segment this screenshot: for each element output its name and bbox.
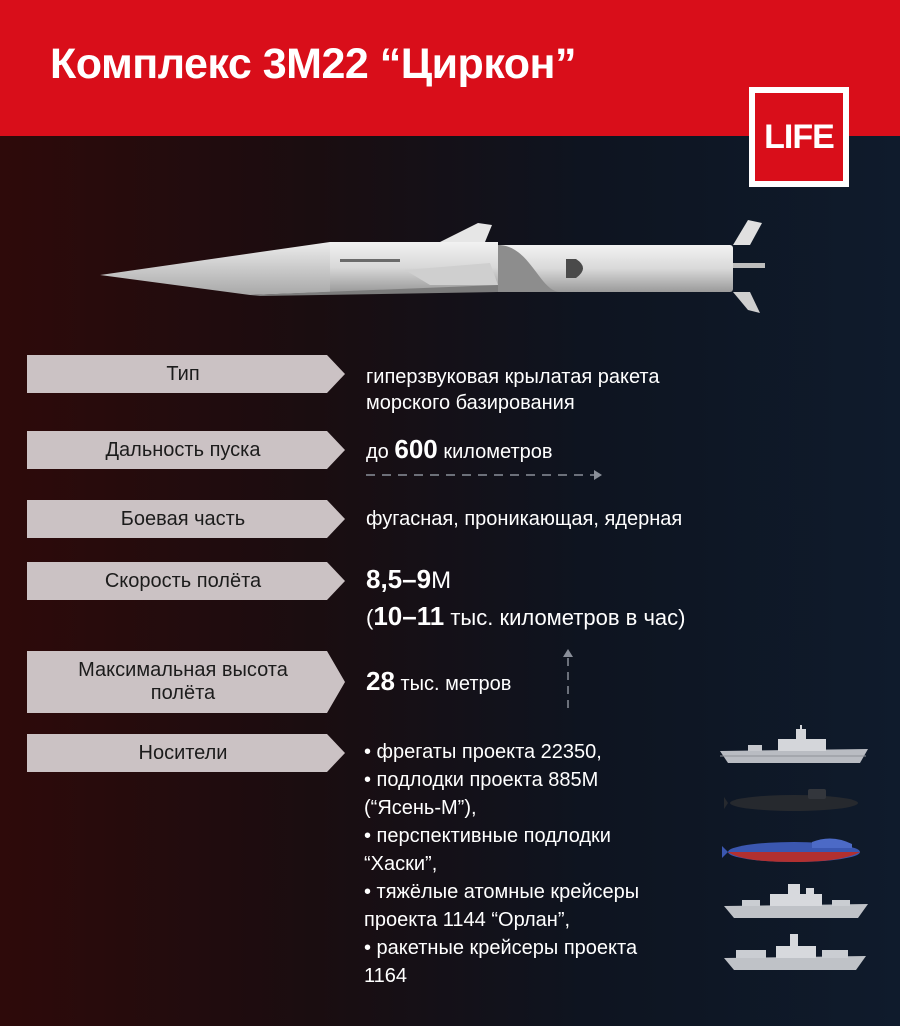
life-logo bbox=[749, 87, 849, 187]
speed-mach: 8,5–9М bbox=[366, 564, 452, 594]
label-warhead: Боевая часть bbox=[27, 500, 345, 538]
carrier-line: • фрегаты проекта 22350, bbox=[364, 741, 602, 763]
label-carriers: Носители bbox=[27, 734, 345, 772]
carrier-line: • подлодки проекта 885М bbox=[364, 769, 599, 791]
speed-kmh: (10–11 тыс. километров в час) bbox=[366, 601, 686, 631]
frigate-icon bbox=[718, 725, 870, 767]
submarine-885m-icon bbox=[724, 785, 860, 815]
altitude-dashed-arrow bbox=[561, 648, 575, 716]
submarine-husky-icon bbox=[722, 832, 862, 866]
page-title: Комплекс 3М22 “Циркон” bbox=[50, 40, 577, 88]
carrier-line: • тяжёлые атомные крейсеры bbox=[364, 881, 640, 903]
type-value: гиперзвуковая крылатая ракета морского базирования bbox=[366, 366, 660, 414]
range-dashed-arrow bbox=[366, 468, 606, 482]
label-altitude: Максимальная высота полёта bbox=[27, 651, 345, 713]
range-value: до 600 километров bbox=[366, 434, 553, 464]
label-range: Дальность пуска bbox=[27, 431, 345, 469]
carrier-line: • ракетные крейсеры проекта bbox=[364, 937, 638, 959]
missile-illustration bbox=[100, 215, 780, 320]
altitude-value: 28 тыс. метров bbox=[366, 666, 512, 696]
label-type: Тип bbox=[27, 355, 345, 393]
label-speed: Скорость полёта bbox=[27, 562, 345, 600]
carrier-line: проекта 1144 “Орлан”, bbox=[364, 909, 571, 931]
cruiser-1144-icon bbox=[722, 880, 870, 920]
carrier-line: (“Ясень-М”), bbox=[364, 797, 477, 819]
logo-text: LIFE bbox=[764, 117, 834, 156]
carriers-list bbox=[364, 738, 639, 990]
carrier-line: “Хаски”, bbox=[364, 853, 438, 875]
carrier-line: 1164 bbox=[364, 965, 408, 987]
warhead-value: фугасная, проникающая, ядерная bbox=[366, 508, 683, 530]
cruiser-1164-icon bbox=[722, 932, 868, 972]
carrier-line: • перспективные подлодки bbox=[364, 825, 611, 847]
